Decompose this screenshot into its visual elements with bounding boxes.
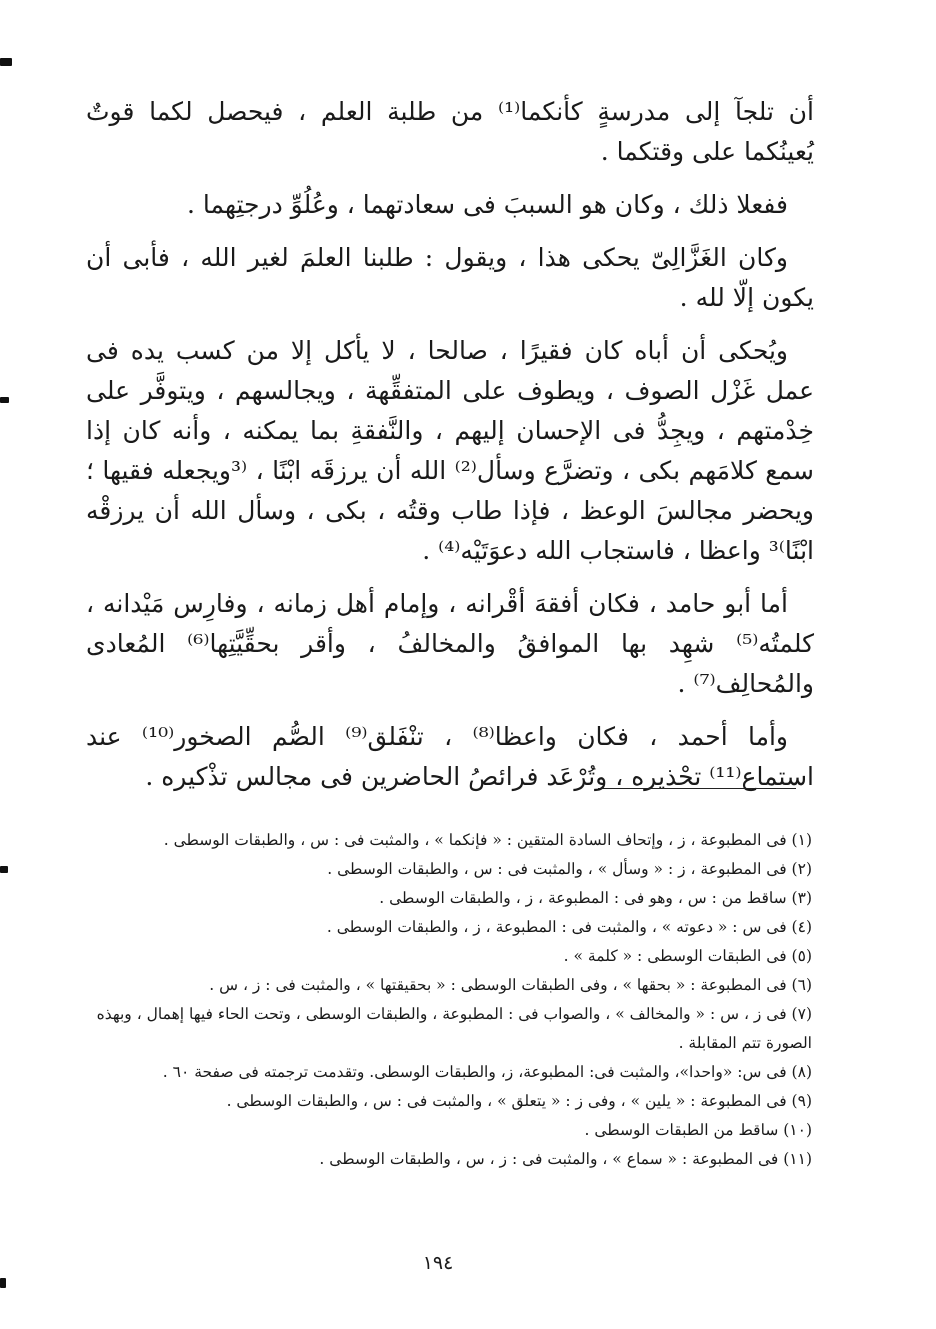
- binding-mark-middle: [0, 397, 9, 403]
- footnote: (٢) فى المطبوعة ، ز : « وسأل » ، والمثبت فى : س ، والطبقات الوسطى .: [327, 860, 812, 878]
- footnote: (٨) فى س: «واحدا»، والمثبت فى: المطبوعة، ز، والطبقات الوسطى. وتقدمت ترجمته فى صفحة ٦٠ .: [162, 1063, 812, 1081]
- footnote-separator: [598, 788, 796, 789]
- paragraph: أن تلجآ إلى مدرسةٍ كأنكما⁽¹⁾ من طلبة العلم ، فيحصل لكما قوتٌ يُعينُكما على وقتكما .: [86, 97, 814, 166]
- footnote: (١٠) ساقط من الطبقات الوسطى .: [584, 1121, 812, 1139]
- page-number: ١٩٤: [422, 1252, 454, 1274]
- footnote: (٥) فى الطبقات الوسطى : « كلمة » .: [563, 947, 812, 965]
- paragraph: وأما أحمد ، فكان واعظا⁽⁸⁾ ، تنْفَلق⁽⁹⁾ الصُّم الصخور⁽¹⁰⁾ عند استماع⁽¹¹⁾ تحْذيره ، وتُرْعَد فرائصُ الحاضرين فى مجالس تذْكيره .: [86, 722, 814, 791]
- footnote: (٣) ساقط من : س ، وهو فى : المطبوعة ، ز ، والطبقات الوسطى .: [379, 889, 812, 907]
- footnote: (٦) فى المطبوعة : « بحقها » ، وفى الطبقات الوسطى : « بحقيقتها » ، والمثبت فى : ز ، س .: [209, 976, 812, 994]
- body-text: [86, 92, 814, 810]
- footnotes: [80, 826, 812, 1174]
- binding-mark-bottom: [0, 1278, 6, 1288]
- binding-mark-lower: [0, 866, 8, 873]
- paragraph: أما أبو حامد ، فكان أفقهَ أقْرانه ، وإمام أهل زمانه ، وفارِس مَيْدانه ، كلمتُه⁽⁵⁾ شهِد بها الموافقُ والمخالفُ ، وأقر بحقِّيَّتِها⁽⁶⁾ المُعادى والمُحالِف⁽⁷⁾ .: [86, 589, 815, 698]
- footnote: (٧) فى ز ، س : « والمخالف » ، والصواب فى : المطبوعة ، والطبقات الوسطى ، وتحت الحاء فيها إهمال ، وبهذه الصورة تتم المقابلة .: [96, 1005, 812, 1052]
- binding-mark-top: [0, 58, 12, 66]
- footnote: (٩) فى المطبوعة : « يلين » ، وفى ز : « يتعلق » ، والمثبت فى : س ، والطبقات الوسطى .: [226, 1092, 812, 1110]
- paragraph: ففعلا ذلك ، وكان هو السببَ فى سعادتهما ، وعُلُوِّ درجتِهما .: [187, 190, 788, 219]
- paragraph: وكان الغَزَّالِىّ يحكى هذا ، ويقول : طلبنا العلمَ لغير الله ، فأبى أن يكون إلّا لله .: [86, 243, 814, 312]
- footnote: (٤) فى س : « دعوته » ، والمثبت فى : المطبوعة ، ز ، والطبقات الوسطى .: [326, 918, 812, 936]
- footnote: (١) فى المطبوعة ، ز ، وإتحاف السادة المتقين : « فإنكما » ، والمثبت فى : س ، والطبقات الوسطى .: [163, 831, 812, 849]
- footnote: (١١) فى المطبوعة : « سماع » ، والمثبت فى : ز ، س ، والطبقات الوسطى .: [319, 1150, 812, 1168]
- paragraph: ويُحكى أن أباه كان فقيرًا ، صالحا ، لا يأكل إلا من كسب يده فى عمل غَزْل الصوف ، ويطوف على المتفقِّهة ، ويجالسهم ، ويتوفَّر على خِدْمتهم ، ويجِدُّ فى الإحسان إليهم ، والنَّفقةِ بما يمكنه ، وأنه كان إذا سمع كلامَهم بكى ، وتضرَّع وسأل⁽²⁾ الله أن يرزقَه ابْنًا ، ⁽³ويجعله فقيها ؛ ويحضر مجالسَ الوعظ ، فإذا طاب وقتُه ، بكى ، وسأل الله أن يرزقْه ابْنًا⁾³ واعظا ، فاستجاب الله دعوَتَيْه⁽⁴⁾ .: [86, 336, 815, 565]
